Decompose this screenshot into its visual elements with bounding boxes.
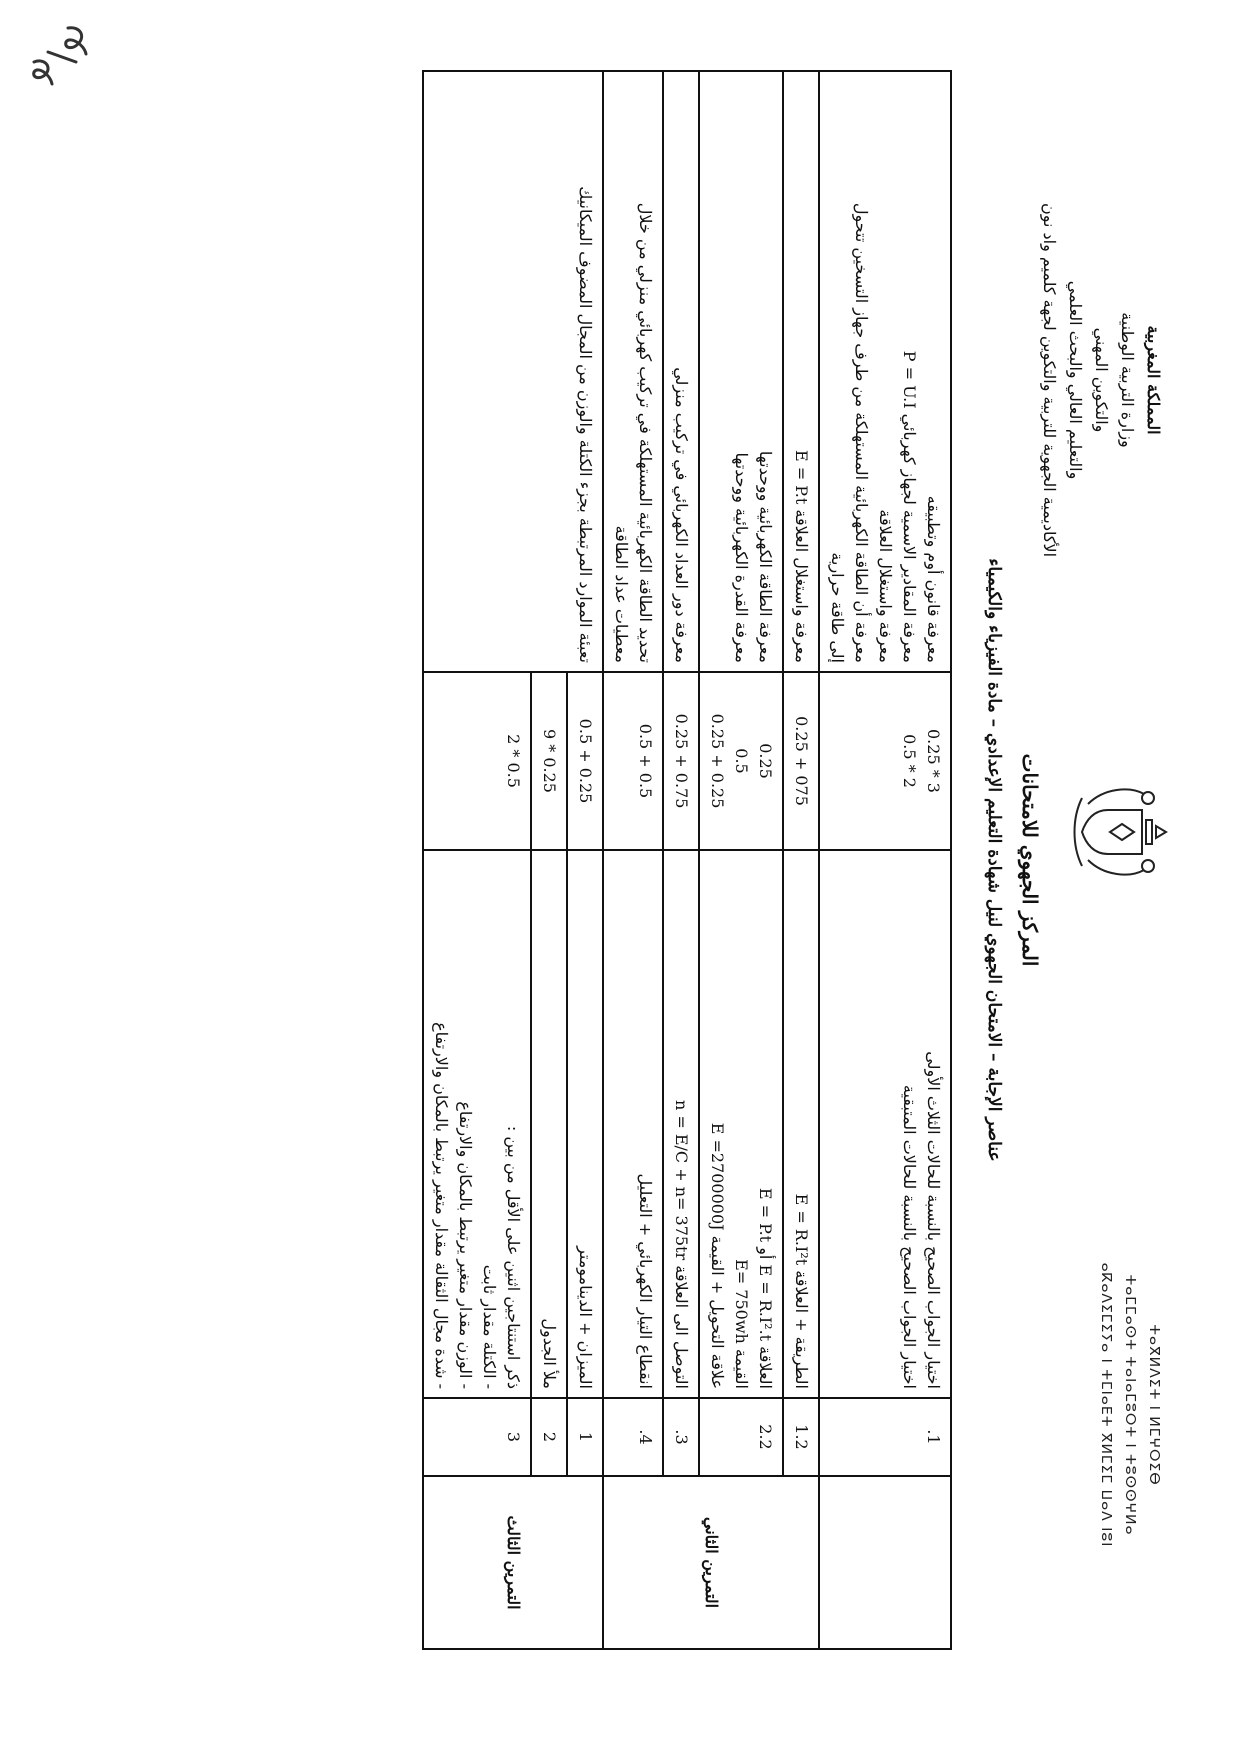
answer-cell <box>567 850 603 1398</box>
objective-line: معرفة أن الطاقة الكهربائية المستهلكة من طرف جهاز التسخين تتحول <box>852 202 871 663</box>
objective-cell <box>423 71 603 672</box>
points-line: 0.25 * 3 <box>924 729 943 793</box>
answer-line: القيمة E= 750wh <box>732 1259 751 1389</box>
objective-line: معرفة الطاقة الكهربائية ووحدتها <box>756 450 775 663</box>
objective-cell <box>699 71 783 672</box>
answer-line: الطريقة + العلاقة E = R.I²t <box>792 1193 811 1389</box>
points-cell <box>603 672 663 850</box>
question-number: 1 <box>567 1398 603 1476</box>
exercise-cell <box>819 1476 951 1649</box>
points-line: 0.25 + 0.75 <box>672 713 691 809</box>
exam-center-title: المركز الجهوي للامتحانات <box>1018 753 1042 967</box>
points-line: 0.25 + 075 <box>792 716 811 806</box>
table-row <box>603 71 663 1649</box>
points-line: 9 * 0.25 <box>540 729 559 793</box>
points-line: 0.5 <box>732 748 751 774</box>
objective-line: معطيات عداد الطاقة <box>612 525 631 663</box>
points-cell <box>567 672 603 850</box>
answer-line: الميزان + الدينامومتر <box>576 1246 595 1389</box>
points-cell <box>663 672 699 850</box>
tifinagh-block <box>1094 1170 1166 1640</box>
answer-line: - الكتلة مقدار ثابت <box>480 1264 499 1389</box>
points-cell <box>423 672 531 850</box>
tifinagh-line: ⵜⴰⵎⵎⴰⵙⵜ ⵜⴰⵏⴰⵎⵓⵔⵜ ⵏ ⵜⵓⵙⵙⵖⵍⴰ <box>1122 1274 1138 1536</box>
question-number: 2 <box>531 1398 567 1476</box>
answer-key-page <box>80 60 1180 1660</box>
table-row <box>783 71 819 1649</box>
points-line: 0.5 * 2 <box>900 734 919 788</box>
table-row <box>699 71 783 1649</box>
table-row <box>819 71 951 1649</box>
question-number: 1. <box>819 1398 951 1476</box>
points-cell <box>531 672 567 850</box>
points-cell <box>819 672 951 850</box>
objective-line: معرفة دور العداد الكهربائي في تركيب منزلي <box>672 367 691 663</box>
document-subtitle: عناصر الإجابة – الامتحان الجهوي لنيل شهادة التعليم الإعدادي – مادة الفيزياء والكيمياء <box>984 558 1004 1162</box>
objective-cell <box>819 71 951 672</box>
question-number: 4. <box>603 1398 663 1476</box>
points-cell <box>783 672 819 850</box>
question-number: 2.2 <box>699 1398 783 1476</box>
coat-of-arms-icon <box>1064 776 1174 888</box>
answer-line: اختيار الجواب الصحيح بالنسبة للحالات الثلاث الأولى <box>924 1051 943 1389</box>
question-number: 3 <box>423 1398 531 1476</box>
objective-cell <box>783 71 819 672</box>
objective-line: تحديد الطاقة الكهربائية المستهلكة في تركيب كهربائي منزلي من خلال <box>636 202 655 663</box>
answer-cell <box>699 850 783 1398</box>
answer-cell <box>783 850 819 1398</box>
exercise-label: التمرين الثاني <box>603 1476 819 1649</box>
objective-line: معرفة واستغلال العلاقة E = P.t <box>792 449 811 663</box>
rotated-sheet <box>80 60 1180 1660</box>
table-row <box>663 71 699 1649</box>
objective-line: معرفة قانون أوم وتطبيقه <box>924 495 943 663</box>
kingdom-name: المملكة المغربية <box>1144 325 1163 435</box>
points-line: 0.25 <box>756 743 775 779</box>
exercise-label: التمرين الثالث <box>423 1476 603 1649</box>
table-row <box>567 71 603 1649</box>
tifinagh-line: ⴰⴽⴰⴷⵉⵎⵉⵢⴰ ⵏ ⵜⵎⵏⴰⴹⵜ ⴳⵍⵎⵉⵎ ⵡⴰⴷ ⵏⵓⵏ <box>1098 1262 1114 1548</box>
answer-line: - الوزن مقدار متغير يرتبط بالمكان والارتفاع <box>456 1101 475 1389</box>
points-line: 0.5 + 0.25 <box>576 718 595 804</box>
answer-cell <box>603 850 663 1398</box>
points-line: 0.5 + 0.5 <box>636 723 655 799</box>
question-number: 1.2 <box>783 1398 819 1476</box>
document-header <box>915 60 1180 1660</box>
points-line: 2 * 0.5 <box>504 734 523 788</box>
ministry-line: والتعليم العالي والبحث العلمي <box>1066 280 1085 480</box>
points-line: 0.25 + 0.25 <box>708 713 727 809</box>
ministry-line: والتكوين المهني <box>1092 327 1111 433</box>
objective-line: معرفة القدرة الكهربائية ووحدتها <box>732 452 751 663</box>
objective-line: تعبئة الموارد المرتبطة بجزء الكتلة والوزن من المجال المضوف الميكانيك <box>576 186 595 663</box>
question-number: 3. <box>663 1398 699 1476</box>
ministry-line: وزارة التربية الوطنية <box>1118 312 1137 448</box>
academy-line: الأكاديمية الجهوية للتربية والتكوين لجهة كلميم واد نون <box>1040 202 1059 558</box>
answer-line: ملأ الجدول <box>540 1318 559 1389</box>
objective-line: معرفة واستغلال العلاقة <box>876 509 895 663</box>
answer-cell <box>663 850 699 1398</box>
answer-cell <box>423 850 531 1398</box>
points-cell <box>699 672 783 850</box>
answer-line: - شدة مجال الثقالة مقدار متغير يرتبط بالمكان والارتفاع <box>432 1022 451 1389</box>
institution-block <box>1036 80 1166 680</box>
objective-line: إلى طاقة حرارية <box>828 552 847 663</box>
answer-cell <box>819 850 951 1398</box>
objective-cell <box>663 71 699 672</box>
objective-line: معرفة المقادير الاسمية لجهاز كهربائي P = U.I <box>900 350 919 663</box>
answer-line: ذكر استنتاجين اثنين على الأقل من بين : <box>504 1125 523 1389</box>
answer-line: التوصل الى العلاقة n = E/C + n= 375tr <box>672 1099 691 1389</box>
answer-cell <box>531 850 567 1398</box>
tifinagh-line: ⵜⴰⴳⵍⴷⵉⵜ ⵏ ⵍⵎⵖⵔⵉⴱ <box>1146 1324 1162 1486</box>
answer-line: انقطاع التيار الكهربائي + التعليل <box>636 1173 655 1389</box>
answer-line: العلاقة E = R.I².t أو E = P.t <box>756 1187 775 1389</box>
answer-line: علاقة التحويل + القيمة E =2700000J <box>708 1122 727 1389</box>
answer-line: اختيار الجواب الصحيح بالنسبة للحالات المتبقية <box>900 1084 919 1389</box>
answer-table <box>422 70 952 1650</box>
objective-cell <box>603 71 663 672</box>
